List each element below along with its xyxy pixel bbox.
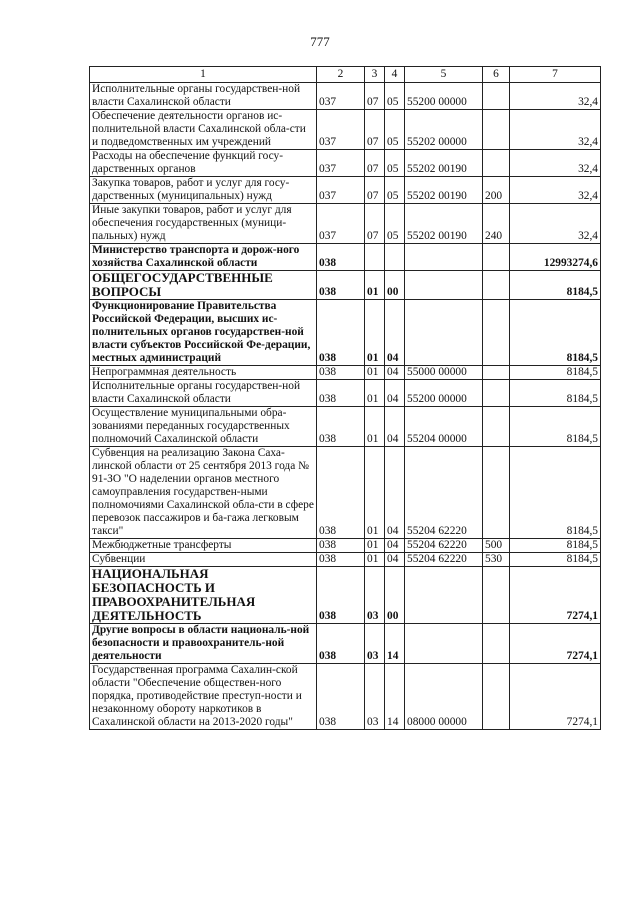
row-expense-type-cell (483, 624, 510, 664)
row-amount-cell: 32,4 (510, 110, 601, 150)
table-row (90, 664, 601, 730)
row-target-article-cell: 55000 00000 (405, 366, 483, 380)
row-code-cell: 038 (317, 664, 365, 730)
row-expense-type-cell (483, 664, 510, 730)
row-subsection-cell: 04 (385, 539, 405, 553)
row-expense-type-cell (483, 244, 510, 271)
table-row (90, 624, 601, 664)
row-expense-type-cell (483, 300, 510, 366)
row-subsection-cell: 00 (385, 567, 405, 624)
row-section-cell: 01 (365, 366, 385, 380)
column-header-row (90, 67, 601, 83)
row-name-cell: Министерство транспорта и дорож-ного хозяйства Сахалинской области (90, 244, 317, 271)
row-subsection-cell: 05 (385, 177, 405, 204)
table-row (90, 539, 601, 553)
row-section-cell: 01 (365, 300, 385, 366)
table-row (90, 244, 601, 271)
table-row (90, 380, 601, 407)
row-name-cell: НАЦИОНАЛЬНАЯ БЕЗОПАСНОСТЬ И ПРАВООХРАНИТЕЛЬНАЯ ДЕЯТЕЛЬНОСТЬ (90, 567, 317, 624)
row-section-cell: 07 (365, 150, 385, 177)
row-target-article-cell: 55202 00190 (405, 204, 483, 244)
row-expense-type-cell (483, 366, 510, 380)
row-subsection-cell: 04 (385, 553, 405, 567)
row-section-cell: 07 (365, 83, 385, 110)
column-header: 2 (317, 67, 365, 83)
row-section-cell: 01 (365, 271, 385, 300)
row-expense-type-cell: 530 (483, 553, 510, 567)
row-target-article-cell: 55202 00190 (405, 150, 483, 177)
row-subsection-cell: 05 (385, 110, 405, 150)
row-amount-cell: 32,4 (510, 204, 601, 244)
row-code-cell: 038 (317, 271, 365, 300)
row-amount-cell: 32,4 (510, 83, 601, 110)
row-section-cell: 01 (365, 447, 385, 539)
row-section-cell: 01 (365, 539, 385, 553)
row-subsection-cell: 04 (385, 380, 405, 407)
row-expense-type-cell (483, 271, 510, 300)
row-subsection-cell: 05 (385, 150, 405, 177)
budget-table-body (90, 67, 601, 730)
row-amount-cell: 32,4 (510, 150, 601, 177)
row-expense-type-cell (483, 380, 510, 407)
row-amount-cell: 8184,5 (510, 447, 601, 539)
row-amount-cell: 7274,1 (510, 567, 601, 624)
row-subsection-cell: 14 (385, 664, 405, 730)
row-name-cell: ОБЩЕГОСУДАРСТВЕННЫЕ ВОПРОСЫ (90, 271, 317, 300)
row-target-article-cell: 55204 62220 (405, 447, 483, 539)
row-target-article-cell: 55204 62220 (405, 539, 483, 553)
row-amount-cell: 7274,1 (510, 664, 601, 730)
row-expense-type-cell (483, 407, 510, 447)
row-target-article-cell (405, 567, 483, 624)
row-target-article-cell: 55204 00000 (405, 407, 483, 447)
table-row (90, 366, 601, 380)
row-name-cell: Субвенции (90, 553, 317, 567)
row-subsection-cell: 05 (385, 83, 405, 110)
row-target-article-cell (405, 244, 483, 271)
row-expense-type-cell (483, 447, 510, 539)
row-amount-cell: 7274,1 (510, 624, 601, 664)
row-code-cell: 037 (317, 177, 365, 204)
row-code-cell: 038 (317, 553, 365, 567)
row-code-cell: 037 (317, 150, 365, 177)
table-row (90, 150, 601, 177)
row-section-cell: 03 (365, 567, 385, 624)
row-name-cell: Обеспечение деятельности органов ис-полнительной власти Сахалинской обла-сти и подведомственных им учреждений (90, 110, 317, 150)
row-amount-cell: 8184,5 (510, 407, 601, 447)
row-code-cell: 038 (317, 624, 365, 664)
row-target-article-cell: 55200 00000 (405, 380, 483, 407)
row-code-cell: 038 (317, 380, 365, 407)
column-header: 6 (483, 67, 510, 83)
row-section-cell: 01 (365, 407, 385, 447)
row-amount-cell: 8184,5 (510, 553, 601, 567)
table-row (90, 300, 601, 366)
row-amount-cell: 8184,5 (510, 271, 601, 300)
column-header: 3 (365, 67, 385, 83)
row-section-cell: 03 (365, 624, 385, 664)
row-name-cell: Субвенция на реализацию Закона Саха-линской области от 25 сентября 2013 года № 91-ЗО "О наделении органов местного самоуправления государствен-ными полномочиями Сахалинской обла-сти в сфере перевозок пассажиров и ба-гажа легковым такси" (90, 447, 317, 539)
row-target-article-cell (405, 300, 483, 366)
row-section-cell: 07 (365, 110, 385, 150)
row-code-cell: 038 (317, 366, 365, 380)
row-target-article-cell: 08000 00000 (405, 664, 483, 730)
row-name-cell: Закупка товаров, работ и услуг для госу-дарственных (муниципальных) нужд (90, 177, 317, 204)
column-header: 1 (90, 67, 317, 83)
column-header: 4 (385, 67, 405, 83)
row-subsection-cell: 05 (385, 204, 405, 244)
row-target-article-cell: 55202 00000 (405, 110, 483, 150)
table-row (90, 407, 601, 447)
row-target-article-cell: 55200 00000 (405, 83, 483, 110)
page-number: 777 (310, 34, 330, 49)
table-row (90, 83, 601, 110)
row-code-cell: 037 (317, 110, 365, 150)
row-name-cell: Непрограммная деятельность (90, 366, 317, 380)
row-code-cell: 038 (317, 244, 365, 271)
row-section-cell: 03 (365, 664, 385, 730)
row-code-cell: 038 (317, 447, 365, 539)
table-row (90, 271, 601, 300)
row-section-cell (365, 244, 385, 271)
row-expense-type-cell: 240 (483, 204, 510, 244)
row-expense-type-cell (483, 110, 510, 150)
table-row (90, 177, 601, 204)
budget-table (89, 66, 601, 730)
row-expense-type-cell (483, 567, 510, 624)
row-name-cell: Исполнительные органы государствен-ной власти Сахалинской области (90, 380, 317, 407)
row-code-cell: 037 (317, 83, 365, 110)
row-amount-cell: 8184,5 (510, 300, 601, 366)
column-header: 7 (510, 67, 601, 83)
row-subsection-cell: 00 (385, 271, 405, 300)
row-target-article-cell: 55204 62220 (405, 553, 483, 567)
row-subsection-cell: 04 (385, 366, 405, 380)
row-subsection-cell: 04 (385, 447, 405, 539)
row-amount-cell: 12993274,6 (510, 244, 601, 271)
row-target-article-cell (405, 271, 483, 300)
row-code-cell: 037 (317, 204, 365, 244)
row-amount-cell: 8184,5 (510, 380, 601, 407)
row-target-article-cell: 55202 00190 (405, 177, 483, 204)
row-expense-type-cell (483, 83, 510, 110)
row-amount-cell: 32,4 (510, 177, 601, 204)
row-name-cell: Исполнительные органы государствен-ной власти Сахалинской области (90, 83, 317, 110)
row-subsection-cell (385, 244, 405, 271)
row-amount-cell: 8184,5 (510, 539, 601, 553)
row-section-cell: 01 (365, 553, 385, 567)
row-section-cell: 07 (365, 204, 385, 244)
row-code-cell: 038 (317, 407, 365, 447)
table-row (90, 553, 601, 567)
row-name-cell: Межбюджетные трансферты (90, 539, 317, 553)
row-expense-type-cell: 200 (483, 177, 510, 204)
table-row (90, 204, 601, 244)
row-name-cell: Расходы на обеспечение функций госу-дарственных органов (90, 150, 317, 177)
row-amount-cell: 8184,5 (510, 366, 601, 380)
row-code-cell: 038 (317, 567, 365, 624)
table-row (90, 110, 601, 150)
row-name-cell: Осуществление муниципальными обра-зованиями переданных государственных полномочий Сахалинской области (90, 407, 317, 447)
row-name-cell: Другие вопросы в области националь-ной безопасности и правоохранитель-ной деятельности (90, 624, 317, 664)
row-subsection-cell: 04 (385, 300, 405, 366)
table-row (90, 447, 601, 539)
row-name-cell: Иные закупки товаров, работ и услуг для обеспечения государственных (муници-пальных) нужд (90, 204, 317, 244)
row-code-cell: 038 (317, 539, 365, 553)
row-name-cell: Функционирование Правительства Российской Федерации, высших ис-полнительных органов государствен-ной власти субъектов Российской Фе-дерации, местных администраций (90, 300, 317, 366)
row-subsection-cell: 14 (385, 624, 405, 664)
row-section-cell: 01 (365, 380, 385, 407)
column-header: 5 (405, 67, 483, 83)
row-name-cell: Государственная программа Сахалин-ской области "Обеспечение обществен-ного порядка, противодействие преступ-ности и незаконному обороту наркотиков в Сахалинской области на 2013-2020 годы" (90, 664, 317, 730)
row-target-article-cell (405, 624, 483, 664)
table-row (90, 567, 601, 624)
row-expense-type-cell: 500 (483, 539, 510, 553)
row-code-cell: 038 (317, 300, 365, 366)
row-expense-type-cell (483, 150, 510, 177)
row-section-cell: 07 (365, 177, 385, 204)
row-subsection-cell: 04 (385, 407, 405, 447)
